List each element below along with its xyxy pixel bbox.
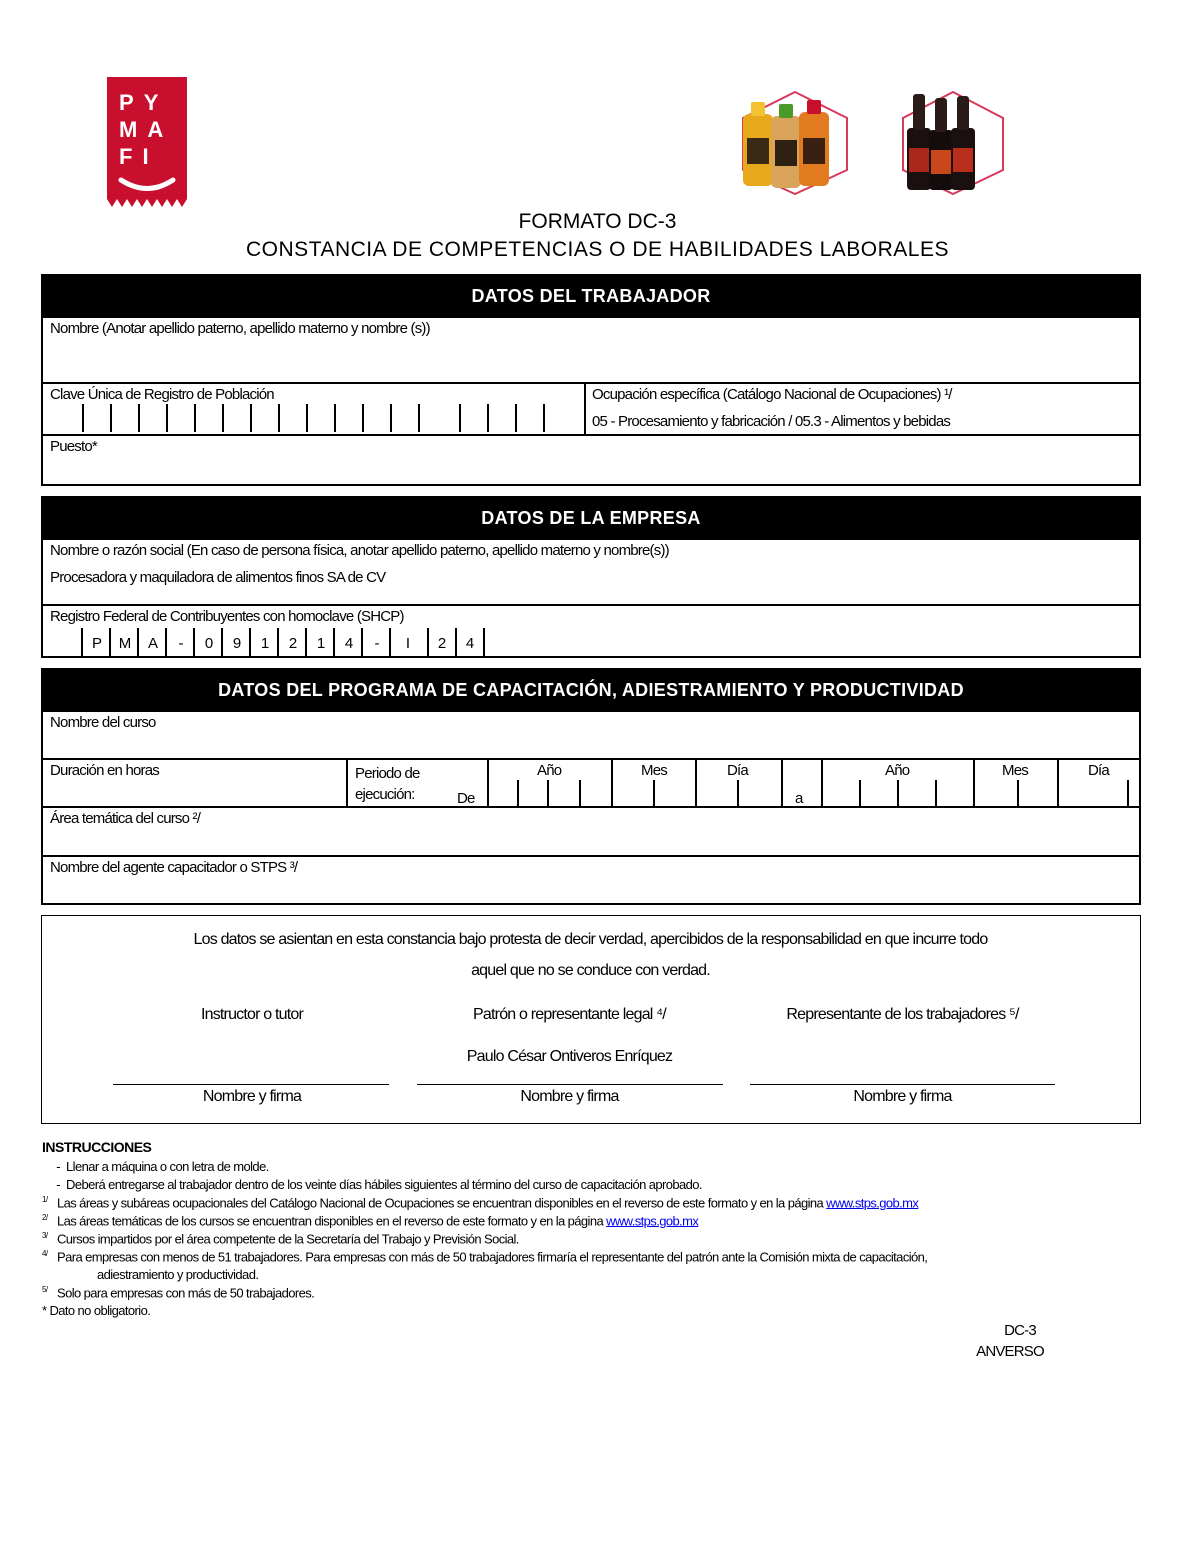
worker-section bbox=[41, 274, 1141, 486]
employer-label: Patrón o representante legal ⁴/ bbox=[473, 1006, 666, 1023]
stps-link[interactable]: www.stps.gob.mx bbox=[606, 1213, 699, 1229]
workers-rep-signature-line[interactable] bbox=[750, 1084, 1055, 1085]
trainer-agent-field[interactable] bbox=[43, 877, 1139, 903]
logo-letter: M bbox=[119, 117, 148, 142]
rfc-char: - bbox=[178, 635, 184, 652]
curp-field[interactable] bbox=[43, 404, 583, 434]
company-section-header: DATOS DE LA EMPRESA bbox=[43, 498, 1139, 538]
worker-section-header: DATOS DEL TRABAJADOR bbox=[43, 276, 1139, 316]
rfc-char: 0 bbox=[204, 635, 214, 652]
to-label: a bbox=[795, 790, 803, 807]
logo-letter: Y bbox=[143, 90, 169, 115]
rfc-char: I bbox=[405, 635, 411, 652]
period-label-2: ejecución: bbox=[355, 786, 415, 803]
instructor-signature-line[interactable] bbox=[113, 1084, 389, 1085]
to-year-field[interactable] bbox=[823, 780, 973, 806]
footer-form-code: DC-3 bbox=[1004, 1322, 1036, 1339]
from-year-label: Año bbox=[537, 762, 562, 779]
form-subtitle: CONSTANCIA DE COMPETENCIAS O DE HABILIDADES LABORALES bbox=[246, 238, 949, 261]
position-field[interactable] bbox=[43, 456, 1139, 484]
instruction-line: - Llenar a máquina o con letra de molde. bbox=[56, 1159, 269, 1174]
duration-field[interactable] bbox=[43, 780, 345, 806]
form-title: FORMATO DC-3 bbox=[518, 210, 677, 233]
employer-name: Paulo César Ontiveros Enríquez bbox=[466, 1048, 673, 1065]
logo-letter: P bbox=[119, 90, 144, 115]
rfc-char: P bbox=[91, 635, 102, 652]
instruction-line: 5/ Solo para empresas con más de 50 trabajadores. bbox=[42, 1285, 315, 1301]
instruction-line: 4/ Para empresas con menos de 51 trabajadores. Para empresas con más de 50 trabajadores firmaría el representante del patrón ante la Comisión mixta de capacitación, bbox=[42, 1249, 928, 1265]
instruction-line: 3/ Cursos impartidos por el área competente de la Secretaría del Trabajo y Previsión Social. bbox=[42, 1231, 519, 1247]
company-section bbox=[41, 496, 1141, 658]
rfc-label: Registro Federal de Contribuyentes con homoclave (SHCP) bbox=[50, 608, 404, 625]
footer-side-label: ANVERSO bbox=[976, 1343, 1044, 1360]
occupation-label: Ocupación específica (Catálogo Nacional de Ocupaciones) ¹/ bbox=[592, 386, 952, 403]
workers-rep-label: Representante de los trabajadores ⁵/ bbox=[786, 1006, 1019, 1023]
worker-name-label: Nombre (Anotar apellido paterno, apellido materno y nombre (s)) bbox=[50, 320, 430, 337]
rfc-char: 9 bbox=[232, 635, 242, 652]
instructor-label: Instructor o tutor bbox=[200, 1006, 304, 1023]
from-month-label: Mes bbox=[641, 762, 667, 779]
rfc-char: A bbox=[147, 635, 158, 652]
to-day-field[interactable] bbox=[1059, 780, 1139, 806]
employer-sign-label: Nombre y firma bbox=[520, 1088, 619, 1105]
truth-statement-line-1: Los datos se asientan en esta constancia bajo protesta de decir verdad, apercibidos de la responsabilidad en que incurre todo bbox=[193, 931, 988, 948]
worker-name-field[interactable] bbox=[43, 338, 1139, 380]
signature-section bbox=[41, 915, 1141, 1124]
course-area-field[interactable] bbox=[43, 828, 1139, 854]
rfc-char: M bbox=[118, 635, 132, 652]
instruction-line: 1/ Las áreas y subáreas ocupacionales del Catálogo Nacional de Ocupaciones se encuentran disponibles en el reverso de este formato y en la página www.stps.gob.mx bbox=[42, 1195, 919, 1211]
logo-letter: F bbox=[119, 144, 143, 169]
to-month-label: Mes bbox=[1002, 762, 1028, 779]
to-month-field[interactable] bbox=[975, 780, 1057, 806]
instructions-title: INSTRUCCIONES bbox=[42, 1139, 152, 1155]
pymafi-logo bbox=[107, 77, 187, 207]
from-label: De bbox=[457, 790, 475, 807]
curp-label: Clave Única de Registro de Población bbox=[50, 386, 274, 403]
course-name-label: Nombre del curso bbox=[50, 714, 156, 731]
occupation-value[interactable]: 05 - Procesamiento y fabricación / 05.3 - Alimentos y bebidas bbox=[592, 413, 951, 430]
company-name-value[interactable]: Procesadora y maquiladora de alimentos finos SA de CV bbox=[50, 569, 386, 586]
position-label: Puesto* bbox=[50, 438, 97, 455]
rfc-char: 4 bbox=[344, 635, 354, 652]
logo-letter: I bbox=[142, 144, 159, 169]
instruction-line: adiestramiento y productividad. bbox=[97, 1267, 259, 1282]
rfc-char: 1 bbox=[260, 635, 270, 652]
from-day-field[interactable] bbox=[697, 780, 781, 806]
product-image-bottles bbox=[895, 88, 1010, 198]
logo-letter: A bbox=[147, 117, 174, 142]
duration-label: Duración en horas bbox=[50, 762, 159, 779]
rfc-char: 4 bbox=[465, 635, 475, 652]
workers-rep-sign-label: Nombre y firma bbox=[853, 1088, 952, 1105]
product-image-sauces bbox=[735, 88, 855, 198]
rfc-field[interactable] bbox=[43, 628, 503, 656]
program-section bbox=[41, 668, 1141, 905]
instruction-line: * Dato no obligatorio. bbox=[42, 1303, 151, 1318]
period-label-1: Periodo de bbox=[355, 765, 420, 782]
truth-statement-line-2: aquel que no se conduce con verdad. bbox=[471, 962, 710, 979]
course-area-label: Área temática del curso ²/ bbox=[50, 810, 201, 827]
from-year-field[interactable] bbox=[489, 780, 611, 806]
rfc-char: 2 bbox=[288, 635, 298, 652]
to-day-label: Día bbox=[1088, 762, 1109, 779]
to-year-label: Año bbox=[885, 762, 910, 779]
trainer-agent-label: Nombre del agente capacitador o STPS ³/ bbox=[50, 859, 298, 876]
rfc-char: - bbox=[374, 635, 380, 652]
employer-signature-line[interactable] bbox=[417, 1084, 723, 1085]
course-name-field[interactable] bbox=[43, 732, 1139, 756]
instruction-line: - Deberá entregarse al trabajador dentro de los veinte días hábiles siguientes al término del curso de capacitación aprobado. bbox=[56, 1177, 702, 1192]
company-name-label: Nombre o razón social (En caso de persona física, anotar apellido paterno, apellido materno y nombre(s)) bbox=[50, 542, 669, 559]
instruction-line: 2/ Las áreas temáticas de los cursos se encuentran disponibles en el reverso de este formato y en la página www.stps.gob.mx bbox=[42, 1213, 699, 1229]
from-month-field[interactable] bbox=[613, 780, 695, 806]
from-day-label: Día bbox=[727, 762, 748, 779]
rfc-char: 2 bbox=[437, 635, 447, 652]
program-section-header: DATOS DEL PROGRAMA DE CAPACITACIÓN, ADIESTRAMIENTO Y PRODUCTIVIDAD bbox=[43, 670, 1139, 710]
instructor-sign-label: Nombre y firma bbox=[202, 1088, 302, 1105]
rfc-char: 1 bbox=[316, 635, 326, 652]
stps-link[interactable]: www.stps.gob.mx bbox=[826, 1195, 919, 1211]
